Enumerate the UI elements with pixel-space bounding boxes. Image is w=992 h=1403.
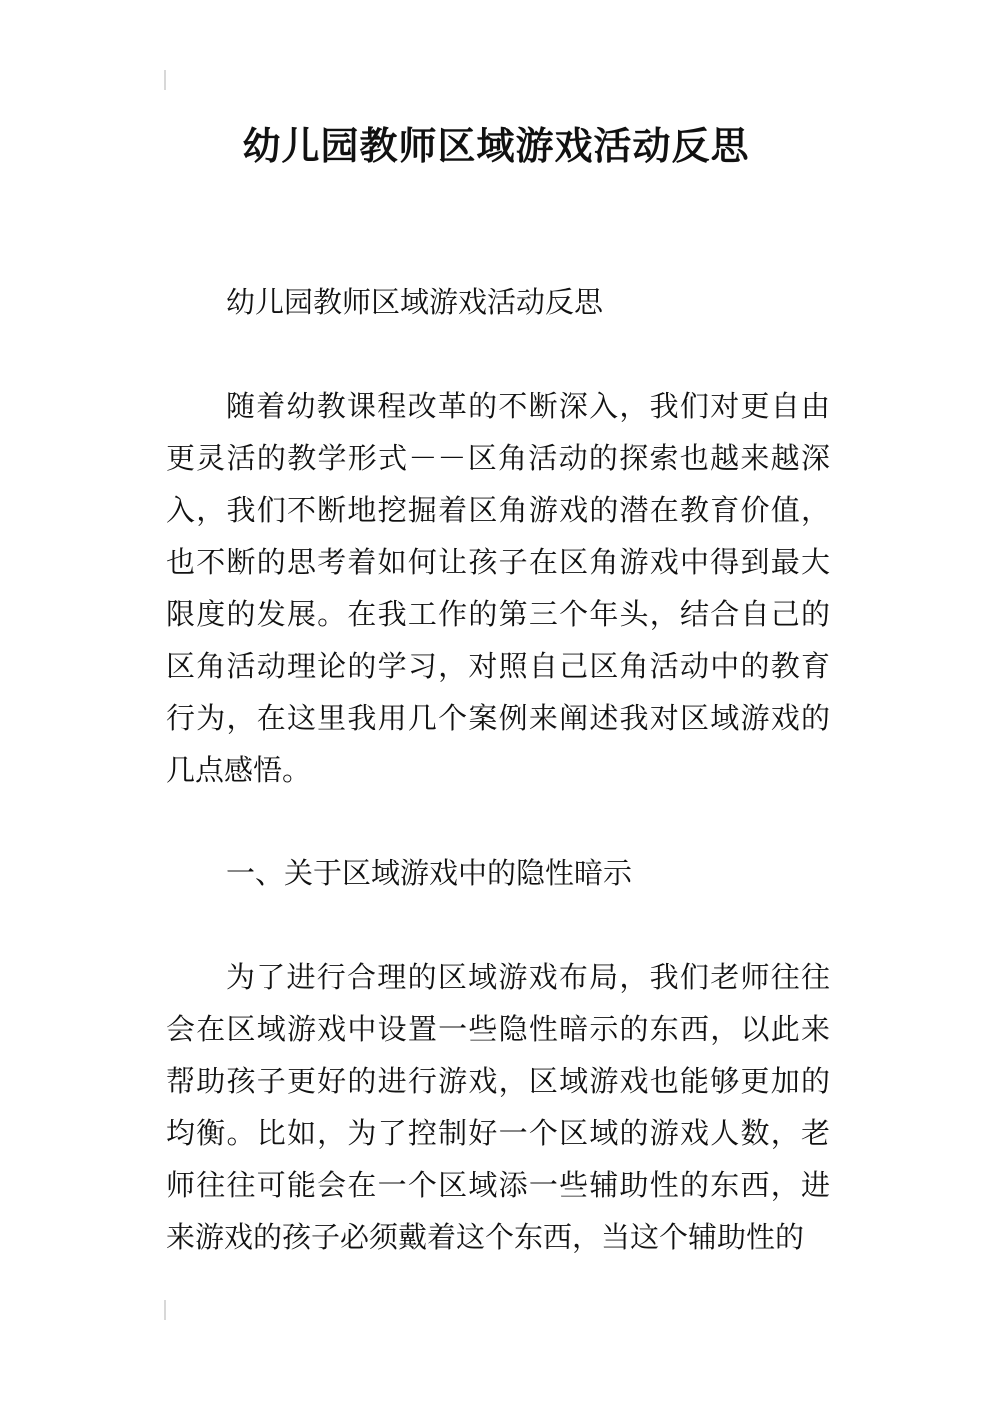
- section-paragraph: 为了进行合理的区域游戏布局，我们老师往往会在区域游戏中设置一些隐性暗示的东西，以此来帮助孩子更好的进行游戏，区域游戏也能够更加的均衡。比如，为了控制好一个区域的游戏人数，老师往往可能会在一个区域添一些辅助性的东西，进来游戏的孩子必须戴着这个东西，当这个辅助性的: [166, 960, 830, 1254]
- page-edge-mark-bottom: [164, 1300, 166, 1320]
- document-subtitle: 幼儿园教师区域游戏活动反思: [226, 285, 604, 319]
- section-heading: 一、关于区域游戏中的隐性暗示: [226, 856, 633, 890]
- intro-paragraph: 随着幼教课程改革的不断深入，我们对更自由更灵活的教学形式－－区角活动的探索也越来越深入，我们不断地挖掘着区角游戏的潜在教育价值，也不断的思考着如何让孩子在区角游戏中得到最大限度的发展。在我工作的第三个年头，结合自己的区角活动理论的学习，对照自己区角活动中的教育行为，在这里我用几个案例来阐述我对区域游戏的几点感悟。: [166, 389, 830, 787]
- page-edge-mark-top: [164, 70, 166, 90]
- document-title: 幼儿园教师区域游戏活动反思: [242, 124, 750, 168]
